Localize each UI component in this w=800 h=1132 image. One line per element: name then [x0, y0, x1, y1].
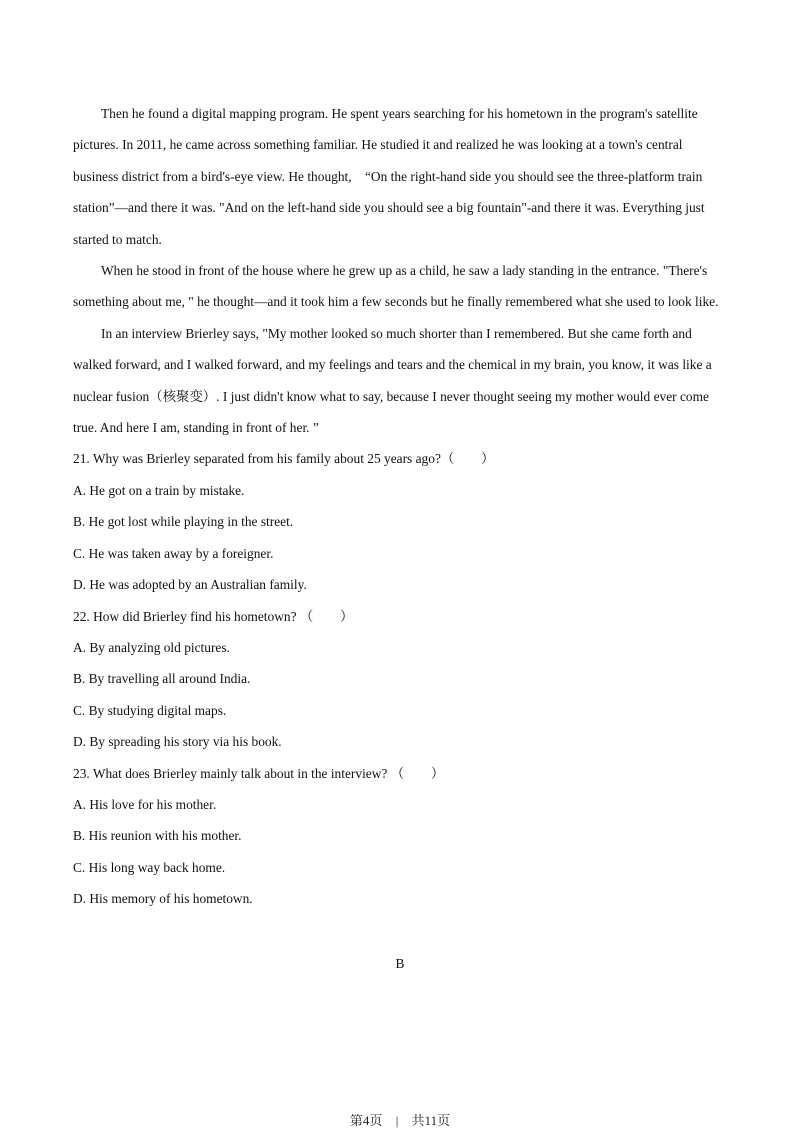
current-page-number: 第4页 [349, 1113, 383, 1128]
passage-paragraph-1: Then he found a digital mapping program. He spent years searching for his hometown in the program's satellite pictures. In 2011, he came across something familiar. He studied it and realized he was looking at a town's central business district from a bird's-eye view. He thought, “On the right-hand side you should see the three-platform train station”—and there it was. "And on the left-hand side you should see a big fountain"-and there it was. Everything just started to match. [73, 106, 705, 247]
question-option: B. His reunion with his mother. [73, 828, 242, 844]
question-option: B. By travelling all around India. [73, 671, 251, 687]
question-option: C. By studying digital maps. [73, 702, 227, 718]
question-23 [73, 758, 728, 915]
question-option: D. He was adopted by an Australian family. [73, 577, 307, 593]
question-option: A. His love for his mother. [73, 796, 217, 812]
passage-paragraph-3: In an interview Brierley says, "My mother looked so much shorter than I remembered. But she came forth and walked forward, and I walked forward, and my feelings and tears and the chemical in my brain, you know, it was like a nuclear fusion（核聚变）. I just didn't know what to say, because I never thought seeing my mother would ever come true. And here I am, standing in front of her. ” [73, 325, 712, 436]
question-option: A. He got on a train by mistake. [73, 482, 245, 498]
total-page-count: 共11页 [411, 1113, 451, 1128]
passage-paragraph-2: When he stood in front of the house where he grew up as a child, he saw a lady standing in the entrance. "There's something about me, " he thought—and it took him a few seconds but he finally remembered what she used to look like. [73, 263, 719, 310]
section-label: B [395, 956, 405, 971]
question-22 [73, 601, 728, 758]
question-21 [73, 443, 728, 600]
page-footer [0, 1111, 800, 1131]
question-option: C. His long way back home. [73, 859, 226, 875]
question-option: A. By analyzing old pictures. [73, 639, 230, 655]
question-stem: 22. How did Brierley find his hometown? （ ） [73, 608, 354, 624]
question-stem: 23. What does Brierley mainly talk about in the interview? （ ） [73, 765, 445, 781]
question-option: C. He was taken away by a foreigner. [73, 545, 274, 561]
question-stem: 21. Why was Brierley separated from his family about 25 years ago?（ ） [73, 451, 495, 467]
footer-separator: | [395, 1113, 399, 1128]
question-option: B. He got lost while playing in the street. [73, 514, 294, 530]
page-content [73, 98, 728, 915]
question-option: D. His memory of his hometown. [73, 891, 253, 907]
question-option: D. By spreading his story via his book. [73, 734, 282, 750]
